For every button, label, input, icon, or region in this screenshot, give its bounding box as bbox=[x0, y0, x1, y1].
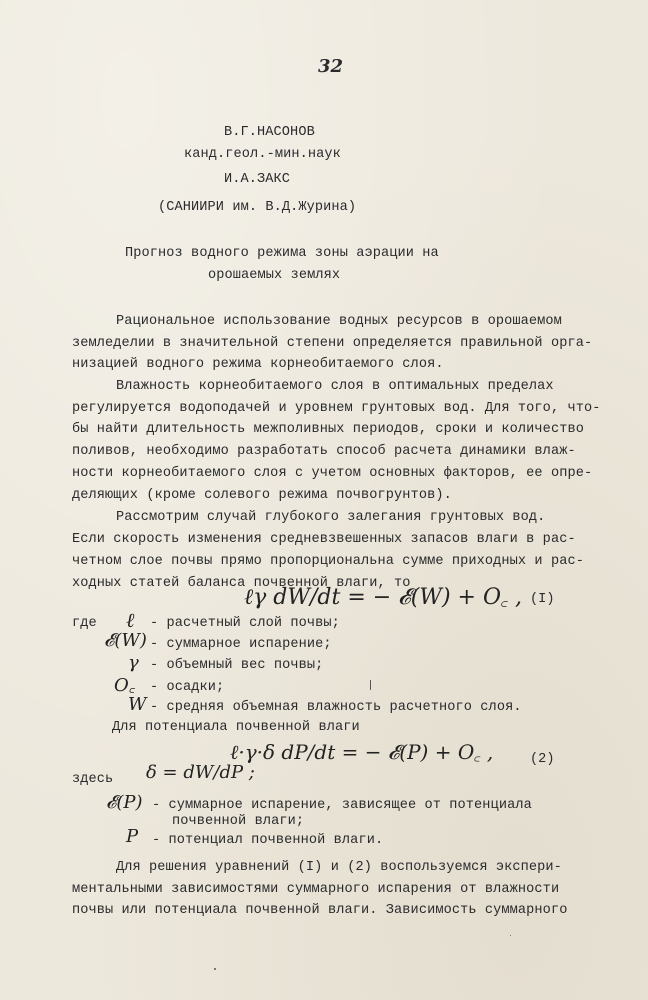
author-1-degree: канд.геол.-мин.наук bbox=[184, 147, 341, 162]
article-title-line-1: Прогноз водного режима зоны аэрации на bbox=[125, 246, 439, 261]
scan-speck bbox=[214, 968, 216, 970]
body-line: Для решения уравнений (I) и (2) воспользуемся экспери- bbox=[116, 860, 562, 875]
def-symbol: ℓ bbox=[126, 608, 135, 632]
body-line: деляющих (кроме солевого режима почвогрунтов). bbox=[72, 488, 452, 503]
author-1: В.Г.НАСОНОВ bbox=[224, 125, 315, 140]
equation-2-number: (2) bbox=[530, 752, 555, 767]
body-line: почвы или потенциала почвенной влаги. Зависимость суммарного bbox=[72, 903, 568, 918]
body-line: ментальными зависимостями суммарного испарения от влажности bbox=[72, 882, 560, 897]
body-line: ности корнеобитаемого слоя с учетом основных факторов, ее опре- bbox=[72, 466, 593, 481]
def-text: почвенной влаги; bbox=[172, 814, 305, 829]
equation-1-number: (I) bbox=[530, 592, 555, 607]
equation-2: ℓ·γ·δ dP/dt = − 𝓔(P) + O꜀ , bbox=[230, 740, 494, 764]
def-symbol: P bbox=[126, 826, 139, 847]
body-line: низацией водного режима корнеобитаемого слоя. bbox=[72, 357, 444, 372]
page-number: 32 bbox=[318, 56, 344, 77]
affiliation: (САНИИРИ им. В.Д.Журина) bbox=[158, 200, 357, 215]
def-text: - суммарное испарение, зависящее от потенциала bbox=[152, 798, 532, 813]
def-text: - осадки; bbox=[150, 680, 225, 695]
body-line: регулируется водоподачей и уровнем грунтовых вод. Для того, что- bbox=[72, 401, 601, 416]
where-label: где bbox=[72, 616, 97, 631]
here-definition: δ = dW/dP ; bbox=[146, 762, 255, 783]
def-symbol: W bbox=[128, 694, 147, 715]
def-text: - потенциал почвенной влаги. bbox=[152, 833, 384, 848]
def-symbol: γ bbox=[128, 652, 139, 673]
def-text: - средняя объемная влажность расчетного слоя. bbox=[150, 700, 522, 715]
def-text: - объемный вес почвы; bbox=[150, 658, 324, 673]
def-symbol: O꜀ bbox=[114, 675, 135, 696]
author-2: И.А.ЗАКС bbox=[224, 172, 291, 187]
def-text: - расчетный слой почвы; bbox=[150, 616, 340, 631]
equation-1: ℓγ dW/dt = − 𝓔(W) + O꜀ , bbox=[244, 585, 523, 610]
body-line: ходных статей баланса почвенной влаги, то bbox=[72, 576, 411, 591]
body-line: Влажность корнеобитаемого слоя в оптимальных пределах bbox=[116, 379, 554, 394]
body-line: Рассмотрим случай глубокого залегания грунтовых вод. bbox=[116, 510, 546, 525]
body-line: Для потенциала почвенной влаги bbox=[112, 720, 360, 735]
body-line: Если скорость изменения средневзвешенных запасов влаги в рас- bbox=[72, 532, 576, 547]
body-line: Рациональное использование водных ресурсов в орошаемом bbox=[116, 314, 562, 329]
here-label: здесь bbox=[72, 772, 114, 787]
scan-speck bbox=[510, 935, 511, 936]
body-line: бы найти длительность межполивных периодов, сроки и количество bbox=[72, 422, 584, 437]
scan-speck bbox=[370, 680, 371, 690]
body-line: земледелии в значительной степени определяется правильной орга- bbox=[72, 336, 593, 351]
body-line: четном слое почвы прямо пропорциональна сумме приходных и рас- bbox=[72, 554, 584, 569]
article-title-line-2: орошаемых землях bbox=[208, 268, 341, 283]
def-text: - суммарное испарение; bbox=[150, 637, 332, 652]
def-symbol: 𝓔(P) bbox=[106, 792, 143, 813]
body-line: поливов, необходимо разработать способ расчета динамики влаж- bbox=[72, 444, 576, 459]
def-symbol: 𝓔(W) bbox=[104, 630, 147, 651]
